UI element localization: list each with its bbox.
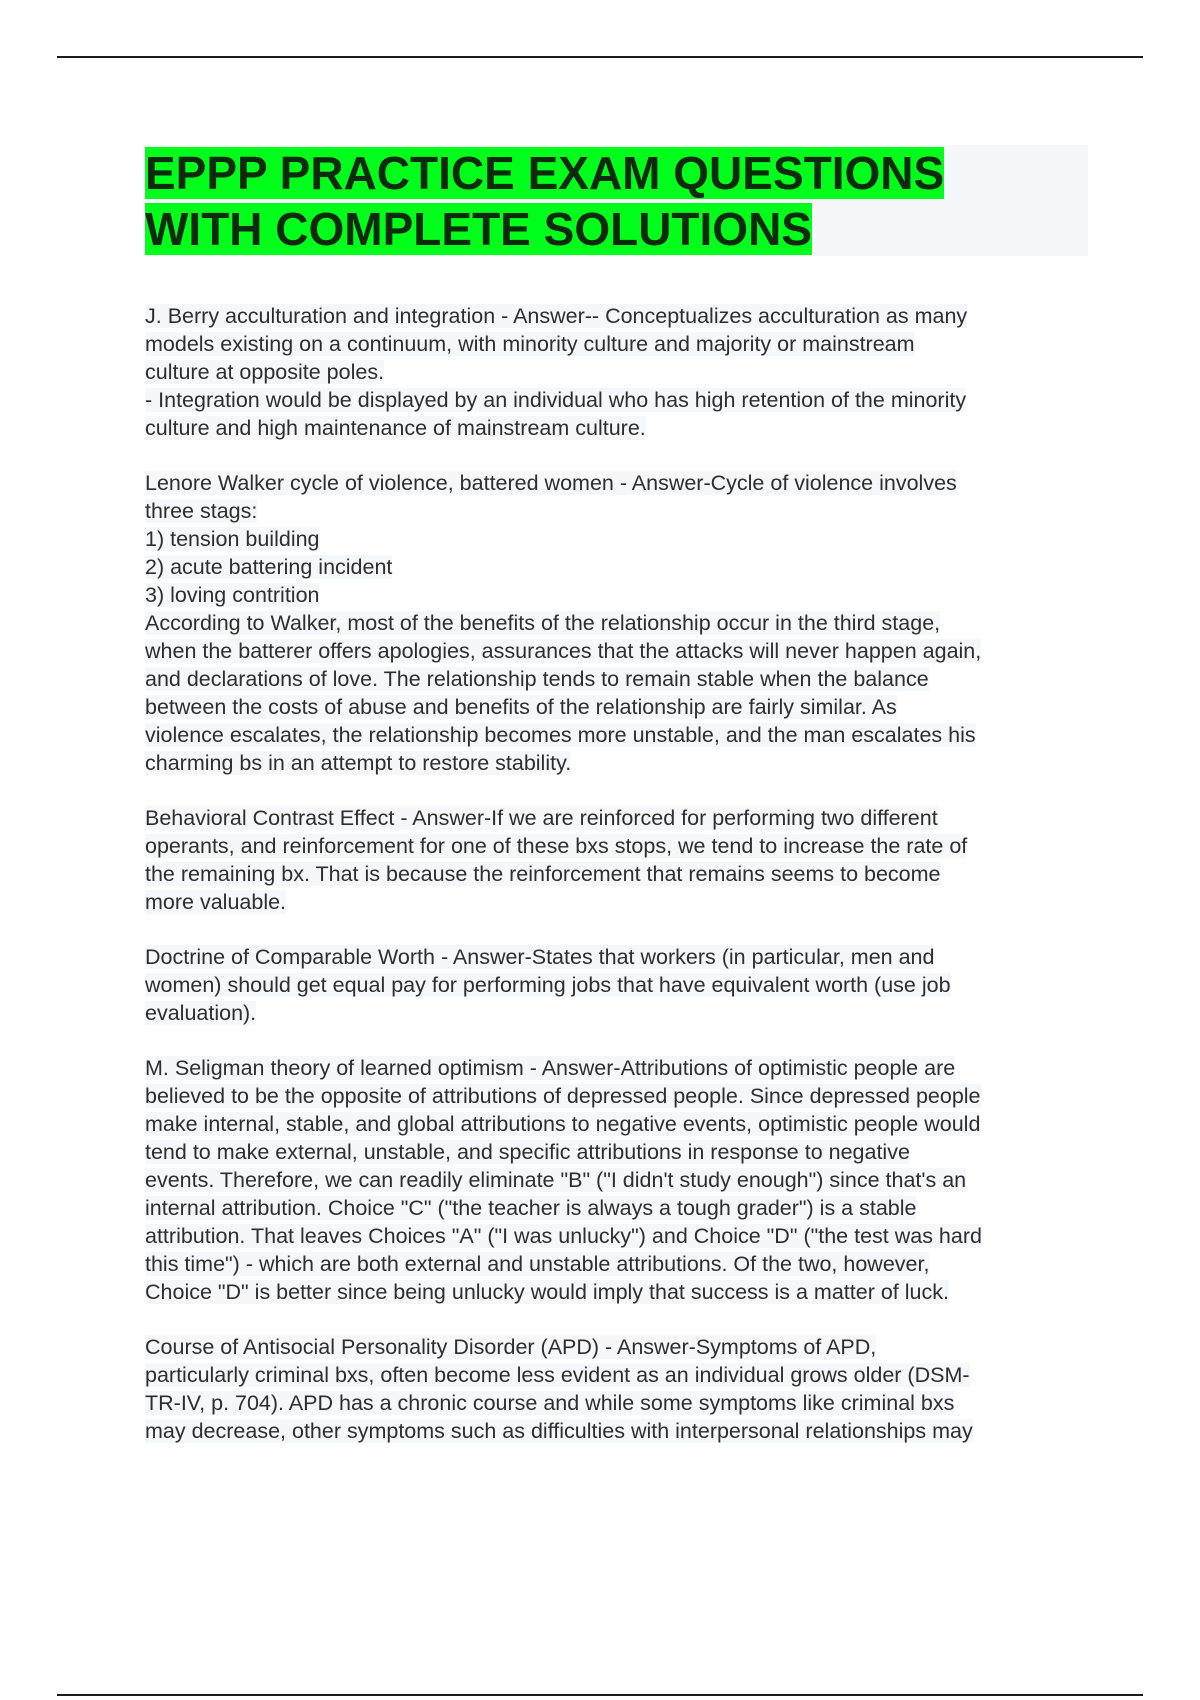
entry-line	[145, 1361, 1100, 1389]
document-body	[145, 302, 1100, 1472]
entry-line	[145, 832, 1100, 860]
footer-rule	[57, 1694, 1143, 1696]
entry-line-text: - Integration would be displayed by an individual who has high retention of the minority	[145, 388, 967, 412]
entry-line	[145, 637, 1100, 665]
entry-line-text: attribution. That leaves Choices "A" ("I was unlucky") and Choice "D" ("the test was hard	[145, 1224, 982, 1248]
entry-line	[145, 358, 1100, 386]
entry-line	[145, 414, 1100, 442]
entry-line-text: events. Therefore, we can readily eliminate "B" ("I didn't study enough") since that's an	[145, 1168, 967, 1192]
entry-line	[145, 330, 1100, 358]
entry-line	[145, 999, 1100, 1027]
entry-line-text: 2) acute battering incident	[145, 555, 393, 579]
entry-line	[145, 1110, 1100, 1138]
qa-entry	[145, 1054, 1100, 1306]
entry-line-text: Doctrine of Comparable Worth - Answer-States that workers (in particular, men and	[145, 945, 935, 969]
entry-line	[145, 1082, 1100, 1110]
entry-line	[145, 1166, 1100, 1194]
entry-line-text: operants, and reinforcement for one of these bxs stops, we tend to increase the rate of	[145, 834, 968, 858]
entry-line-text: Lenore Walker cycle of violence, battered women - Answer-Cycle of violence involves	[145, 471, 957, 495]
entry-line	[145, 1222, 1100, 1250]
qa-entry	[145, 804, 1100, 916]
entry-line-text: Behavioral Contrast Effect - Answer-If we are reinforced for performing two different	[145, 806, 938, 830]
entry-line	[145, 497, 1100, 525]
entry-line	[145, 943, 1100, 971]
qa-entry	[145, 943, 1100, 1027]
entry-line-text: 1) tension building	[145, 527, 320, 551]
entry-line-text: models existing on a continuum, with minority culture and majority or mainstream	[145, 332, 915, 356]
entry-line	[145, 609, 1100, 637]
entry-line	[145, 693, 1100, 721]
title-line: WITH COMPLETE SOLUTIONS	[145, 203, 812, 255]
entry-line	[145, 665, 1100, 693]
document-title	[145, 145, 1088, 257]
entry-line	[145, 1417, 1100, 1445]
entry-line	[145, 1278, 1100, 1306]
entry-line	[145, 1054, 1100, 1082]
entry-line-text: women) should get equal pay for performing jobs that have equivalent worth (use job	[145, 973, 951, 997]
entry-line-text: J. Berry acculturation and integration - Answer-- Conceptualizes acculturation as many	[145, 304, 968, 328]
entry-line-text: make internal, stable, and global attributions to negative events, optimistic people would	[145, 1112, 981, 1136]
entry-line	[145, 888, 1100, 916]
entry-line-text: the remaining bx. That is because the reinforcement that remains seems to become	[145, 862, 941, 886]
entry-line-text: believed to be the opposite of attributions of depressed people. Since depressed people	[145, 1084, 981, 1108]
qa-entry	[145, 469, 1100, 777]
entry-line-text: three stags:	[145, 499, 258, 523]
entry-line-text: evaluation).	[145, 1001, 257, 1025]
entry-line-text: violence escalates, the relationship becomes more unstable, and the man escalates his	[145, 723, 976, 747]
entry-line	[145, 553, 1100, 581]
entry-line	[145, 860, 1100, 888]
entry-line-text: when the batterer offers apologies, assurances that the attacks will never happen again,	[145, 639, 982, 663]
entry-line-text: more valuable.	[145, 890, 287, 914]
entry-line	[145, 1250, 1100, 1278]
qa-entry	[145, 1333, 1100, 1445]
entry-line-text: between the costs of abuse and benefits of the relationship are fairly similar. As	[145, 695, 897, 719]
entry-line	[145, 721, 1100, 749]
entry-line-text: Course of Antisocial Personality Disorder (APD) - Answer-Symptoms of APD,	[145, 1335, 877, 1359]
document-title-block	[145, 145, 1088, 256]
entry-line	[145, 525, 1100, 553]
entry-line	[145, 469, 1100, 497]
entry-line	[145, 749, 1100, 777]
entry-line-text: may decrease, other symptoms such as difficulties with interpersonal relationships may	[145, 1419, 973, 1443]
entry-line-text: TR-IV, p. 704). APD has a chronic course and while some symptoms like criminal bxs	[145, 1391, 955, 1415]
entry-line-text: this time") - which are both external and unstable attributions. Of the two, however,	[145, 1252, 930, 1276]
entry-line-text: 3) loving contrition	[145, 583, 320, 607]
entry-line	[145, 1138, 1100, 1166]
entry-line-text: Choice "D" is better since being unlucky would imply that success is a matter of luck.	[145, 1280, 949, 1304]
entry-line-text: charming bs in an attempt to restore stability.	[145, 751, 572, 775]
entry-line-text: and declarations of love. The relationship tends to remain stable when the balance	[145, 667, 929, 691]
entry-line-text: M. Seligman theory of learned optimism - Answer-Attributions of optimistic people are	[145, 1056, 956, 1080]
entry-line	[145, 581, 1100, 609]
entry-line-text: culture at opposite poles.	[145, 360, 385, 384]
entry-line	[145, 1194, 1100, 1222]
entry-line	[145, 804, 1100, 832]
qa-entry	[145, 302, 1100, 442]
entry-line-text: particularly criminal bxs, often become less evident as an individual grows older (DSM-	[145, 1363, 970, 1387]
title-line: EPPP PRACTICE EXAM QUESTIONS	[145, 147, 945, 199]
entry-line-text: culture and high maintenance of mainstream culture.	[145, 416, 646, 440]
entry-line	[145, 971, 1100, 999]
entry-line	[145, 1333, 1100, 1361]
entry-line	[145, 302, 1100, 330]
entry-line-text: internal attribution. Choice "C" ("the teacher is always a tough grader") is a stable	[145, 1196, 917, 1220]
header-rule	[57, 56, 1143, 58]
entry-line-text: tend to make external, unstable, and specific attributions in response to negative	[145, 1140, 910, 1164]
entry-line-text: According to Walker, most of the benefits of the relationship occur in the third stage,	[145, 611, 941, 635]
entry-line	[145, 386, 1100, 414]
entry-line	[145, 1389, 1100, 1417]
